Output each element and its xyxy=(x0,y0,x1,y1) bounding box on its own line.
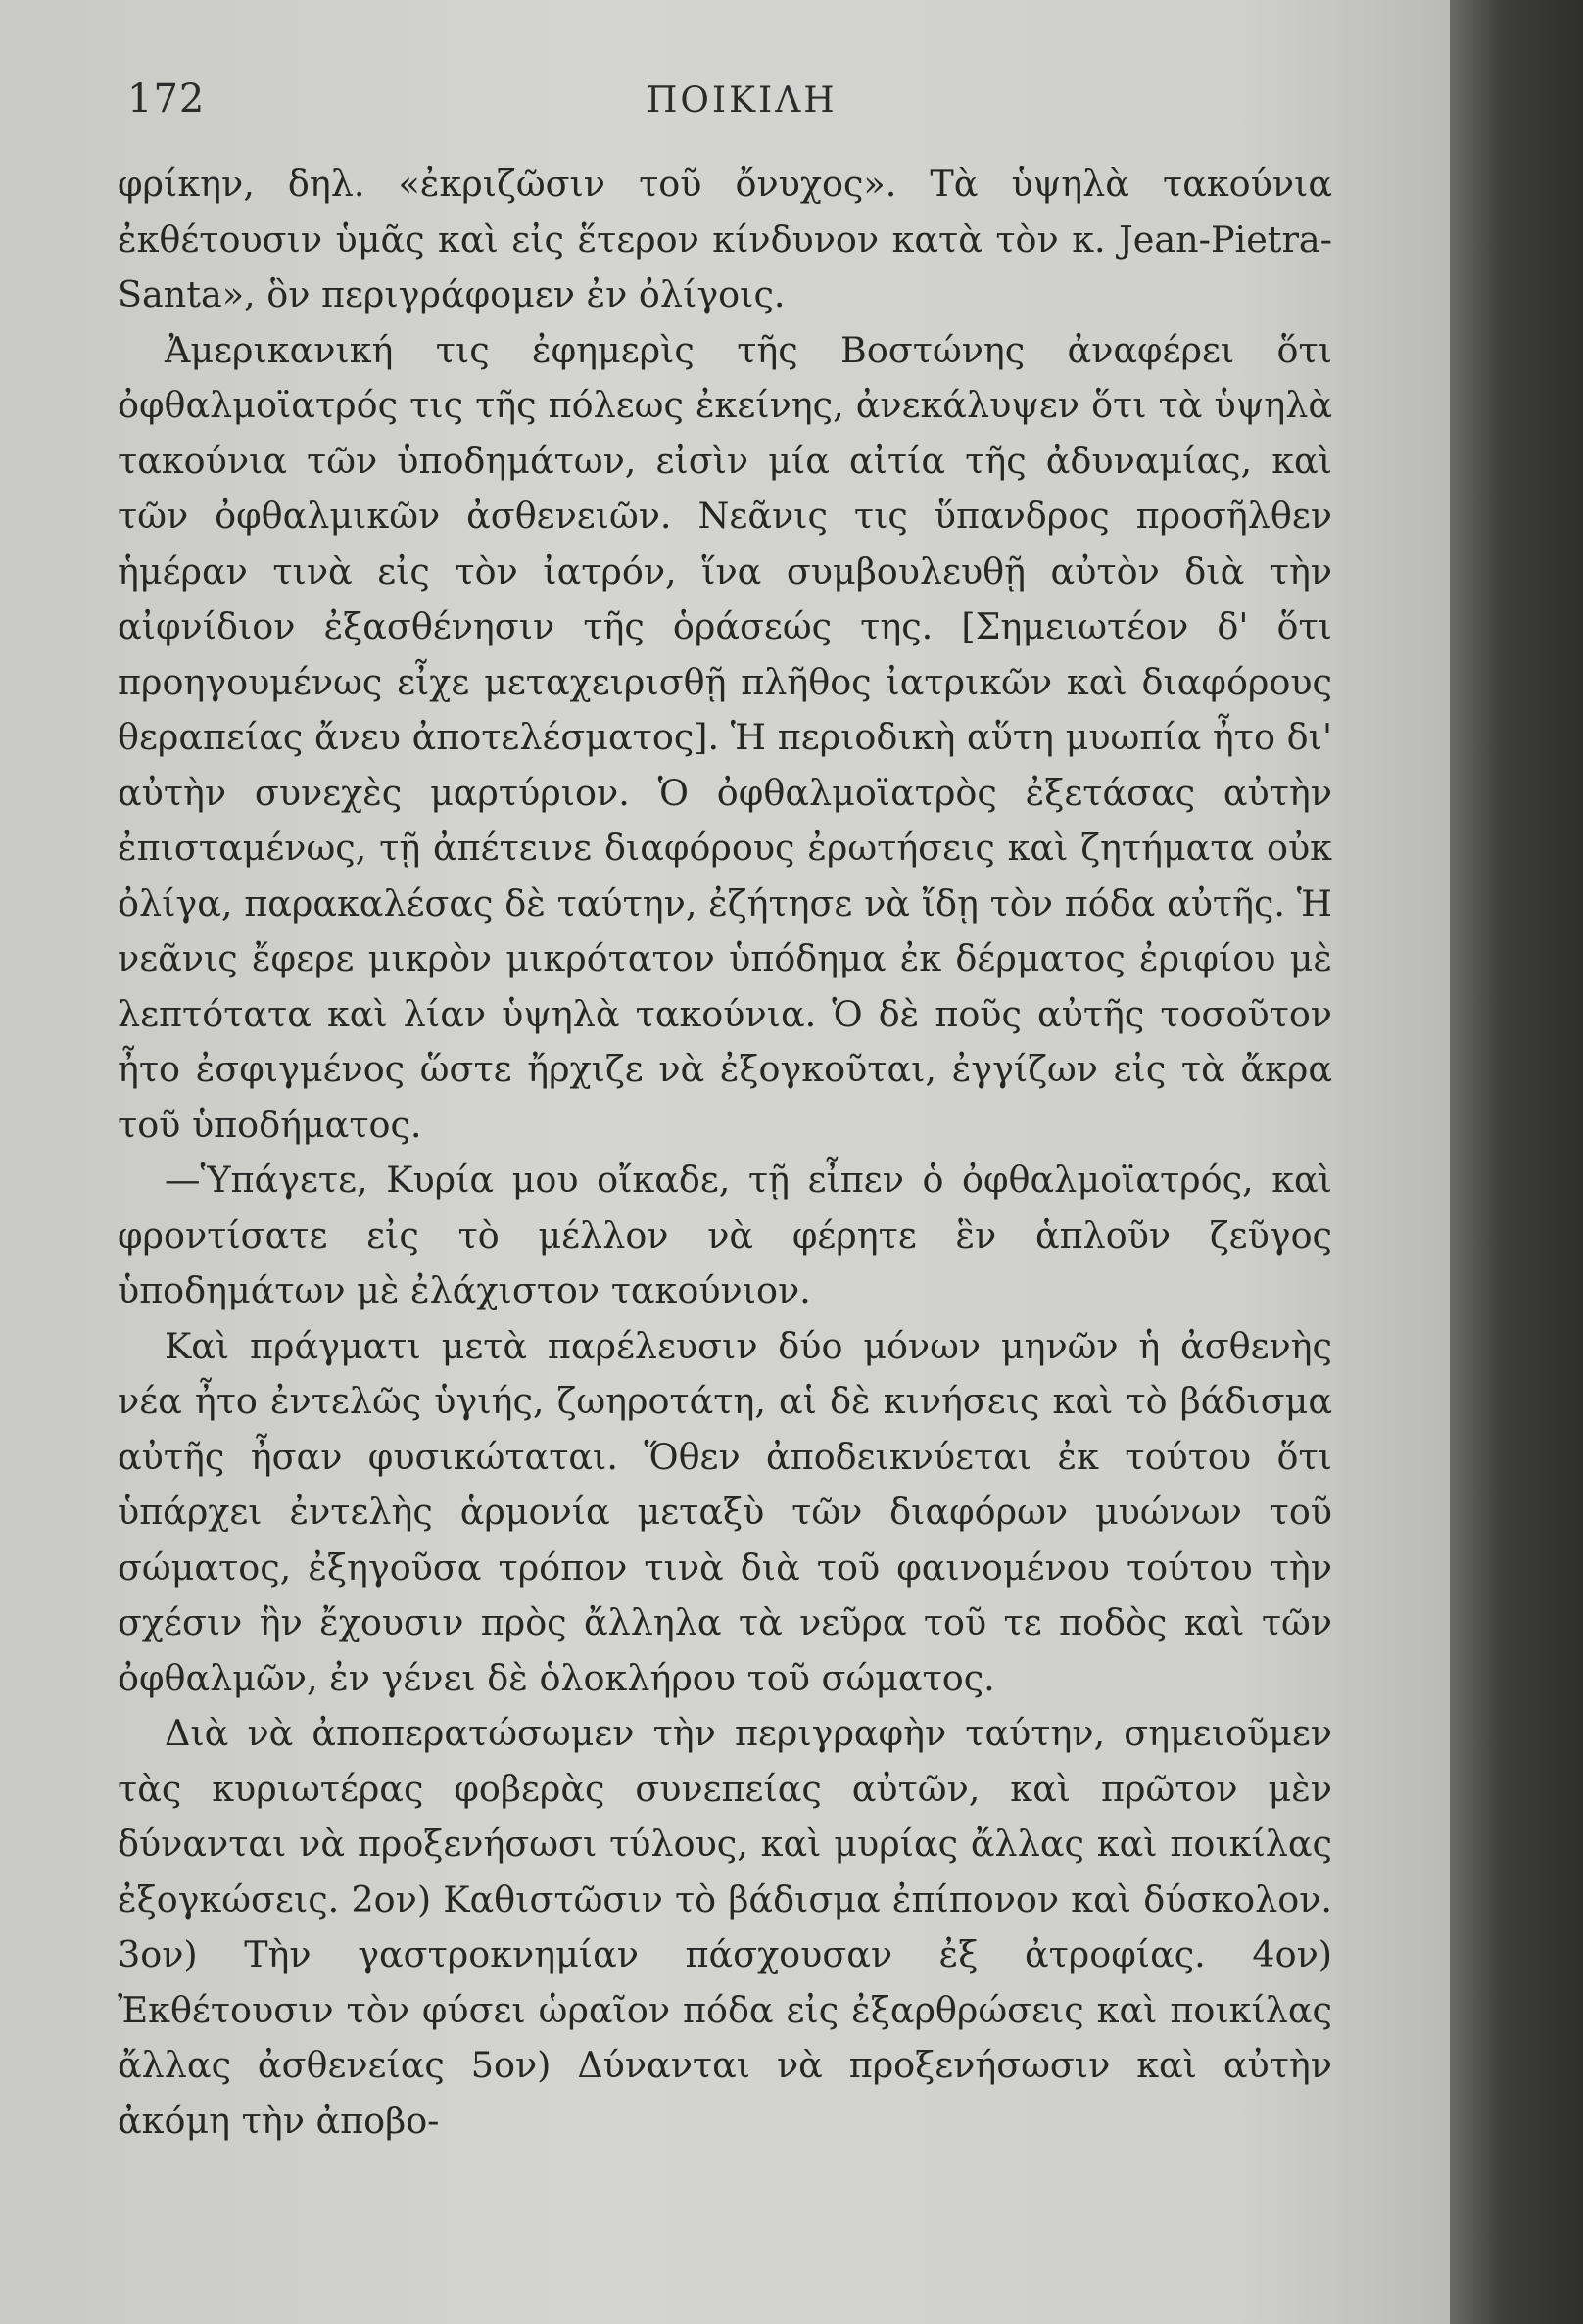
page-number: 172 xyxy=(127,76,206,121)
paragraph-4: Καὶ πράγματι μετὰ παρέλευσιν δύο μόνων μηνῶν ἡ ἀσθενὴς νέα ἦτο ἐντελῶς ὑγιής, ζωηροτάτη, αἱ δὲ κινήσεις καὶ τὸ βάδισμα αὐτῆς ἦσαν φυσικώταται. Ὅθεν ἀποδεικνύεται ἐκ τούτου ὅτι ὑπάρχει ἐντελὴς ἁρμονία μεταξὺ τῶν διαφόρων μυώνων τοῦ σώματος, ἐξηγοῦσα τρόπον τινὰ διὰ τοῦ φαινομένου τούτου τὴν σχέσιν ἣν ἔχουσιν πρὸς ἄλληλα τὰ νεῦρα τοῦ τε ποδὸς καὶ τῶν ὀφθαλμῶν, ἐν γένει δὲ ὁλοκλήρου τοῦ σώματος. xyxy=(118,1324,1332,1699)
paragraph-2: Ἀμερικανική τις ἐφημερὶς τῆς Βοστώνης ἀναφέρει ὅτι ὀφθαλμοϊατρός τις τῆς πόλεως ἐκείνης, ἀνεκάλυψεν ὅτι τὰ ὑψηλὰ τακούνια τῶν ὑποδημάτων, εἰσὶν μία αἰτία τῆς ἀδυναμίας, καὶ τῶν ὀφθαλμικῶν ἀσθενειῶν. Νεᾶνις τις ὕπανδρος προσῆλθεν ἡμέραν τινὰ εἰς τὸν ἰατρόν, ἵνα συμβουλευθῇ αὐτὸν διὰ τὴν αἰφνίδιον ἐξασθένησιν τῆς ὁράσεώς της. [Σημειωτέον δ' ὅτι προηγουμένως εἶχε μεταχειρισθῇ πλῆθος ἰατρικῶν καὶ διαφόρους θεραπείας ἄνευ ἀποτελέσματος]. Ἡ περιοδικὴ αὕτη μυωπία ἦτο δι' αὐτὴν συνεχὲς μαρτύριον. Ὁ ὀφθαλμοϊατρὸς ἐξετάσας αὐτὴν ἐπισταμένως, τῇ ἀπέτεινε διαφόρους ἐρωτήσεις καὶ ζητήματα οὐκ ὀλίγα, παρακαλέσας δὲ ταύτην, ἐζήτησε νὰ ἴδῃ τὸν πόδα αὐτῆς. Ἡ νεᾶνις ἔφερε μικρὸν μικρότατον ὑπόδημα ἐκ δέρματος ἐριφίου μὲ λεπτότατα καὶ λίαν ὑψηλὰ τακούνια. Ὁ δὲ ποῦς αὐτῆς τοσοῦτον ἦτο ἐσφιγμένος ὥστε ἤρχιζε νὰ ἐξογκοῦται, ἐγγίζων εἰς τὰ ἄκρα τοῦ ὑποδήματος. xyxy=(118,328,1332,1146)
paragraph-5: Διὰ νὰ ἀποπερατώσωμεν τὴν περιγραφὴν ταύτην, σημειοῦμεν τὰς κυριωτέρας φοβερὰς συνεπείας αὐτῶν, καὶ πρῶτον μὲν δύνανται νὰ προξενήσωσι τύλους, καὶ μυρίας ἄλλας καὶ ποικίλας ἐξογκώσεις. 2ον) Καθιστῶσιν τὸ βάδισμα ἐπίπονον καὶ δύσκολον. 3ον) Τὴν γαστροκνημίαν πάσχουσαν ἐξ ἀτροφίας. 4ον) Ἐκθέτουσιν τὸν φύσει ὡραῖον πόδα εἰς ἐξαρθρώσεις καὶ ποικίλας ἄλλας ἀσθενείας 5ον) Δύνανται νὰ προξενήσωσιν καὶ αὐτὴν ἀκόμη τὴν ἀποβο- xyxy=(118,1712,1332,2142)
page-header xyxy=(0,76,1391,145)
running-title: ΠΟΙΚΙΛΗ xyxy=(647,80,838,120)
paragraph-3: —Ὑπάγετε, Κυρία μου οἴκαδε, τῇ εἶπεν ὁ ὀφθαλμοϊατρός, καὶ φροντίσατε εἰς τὸ μέλλον νὰ φέρητε ἓν ἁπλοῦν ζεῦγος ὑποδημάτων μὲ ἐλάχιστον τακούνιον. xyxy=(118,1159,1332,1311)
body-text xyxy=(118,157,1332,2149)
paragraph-1: φρίκην, δηλ. «ἐκριζῶσιν τοῦ ὄνυχος». Τὰ ὑψηλὰ τακούνια ἐκθέτουσιν ὑμᾶς καὶ εἰς ἕτερον κίνδυνον κατὰ τὸν κ. Jean-Pietra-Santa», ὃν περιγράφομεν ἐν ὀλίγοις. xyxy=(118,163,1332,315)
page-edge-shadow xyxy=(1450,0,1583,2324)
